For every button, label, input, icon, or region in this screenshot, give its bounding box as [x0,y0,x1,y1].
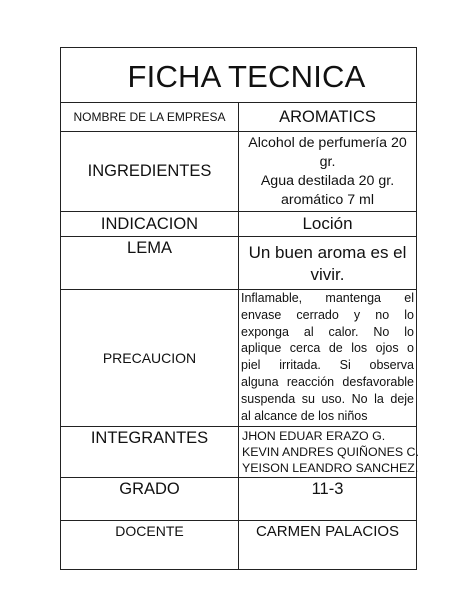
empresa-label: NOMBRE DE LA EMPRESA [61,103,239,132]
empresa-value: AROMATICS [239,103,417,132]
ingredientes-value [239,132,417,212]
lema-value [239,237,417,290]
integrantes-label: INTEGRANTES [61,427,239,478]
integrante-name: YEISON LEANDRO SANCHEZ. [242,461,419,475]
precaucion-line: al alcance de los niños [241,408,368,423]
docente-value: CARMEN PALACIOS [239,521,417,570]
lema-line: vivir. [310,265,345,284]
integrante-name: JHON EDUAR ERAZO G. [242,429,386,443]
table-row-ingredientes [61,132,417,212]
table-row-indicacion [61,212,417,237]
grado-value: 11-3 [239,478,417,521]
document-title: FICHA TECNICA [127,59,366,94]
precaucion-line: exponga al calor. No lo [241,324,415,339]
table-row-empresa [61,103,417,132]
precaucion-line: alguna reacción desfavorable [241,374,415,389]
lema-label: LEMA [61,237,239,290]
ficha-tecnica-table [60,47,417,570]
precaucion-line: aplique cerca de los ojos o [241,341,415,356]
precaucion-value [239,290,417,427]
title-cell [61,48,417,103]
indicacion-label: INDICACION [61,212,239,237]
ingredientes-label: INGREDIENTES [61,132,239,212]
precaucion-line: piel irritada. Si observa [241,358,415,373]
table-row-docente [61,521,417,570]
table-row-integrantes [61,427,417,478]
ingredientes-line: Alcohol de perfumería 20 [248,135,407,151]
precaucion-label: PRECAUCION [61,290,239,427]
title-row [61,48,417,103]
docente-label: DOCENTE [61,521,239,570]
table-row-grado [61,478,417,521]
table-row-lema [61,237,417,290]
lema-line: Un buen aroma es el [248,243,407,262]
ingredientes-line: aromático 7 ml [280,192,375,208]
precaucion-line: envase cerrado y no lo [241,307,415,322]
ingredientes-line: gr. [319,154,336,170]
table-row-precaucion [61,290,417,427]
grado-label: GRADO [61,478,239,521]
integrantes-value [239,427,417,478]
precaucion-line: suspenda su uso. No la deje [241,391,415,406]
integrante-name: KEVIN ANDRES QUIÑONES C. [242,445,419,459]
indicacion-value: Loción [239,212,417,237]
ingredientes-line: Agua destilada 20 gr. [260,173,395,189]
precaucion-line: Inflamable, mantenga el [241,291,415,305]
